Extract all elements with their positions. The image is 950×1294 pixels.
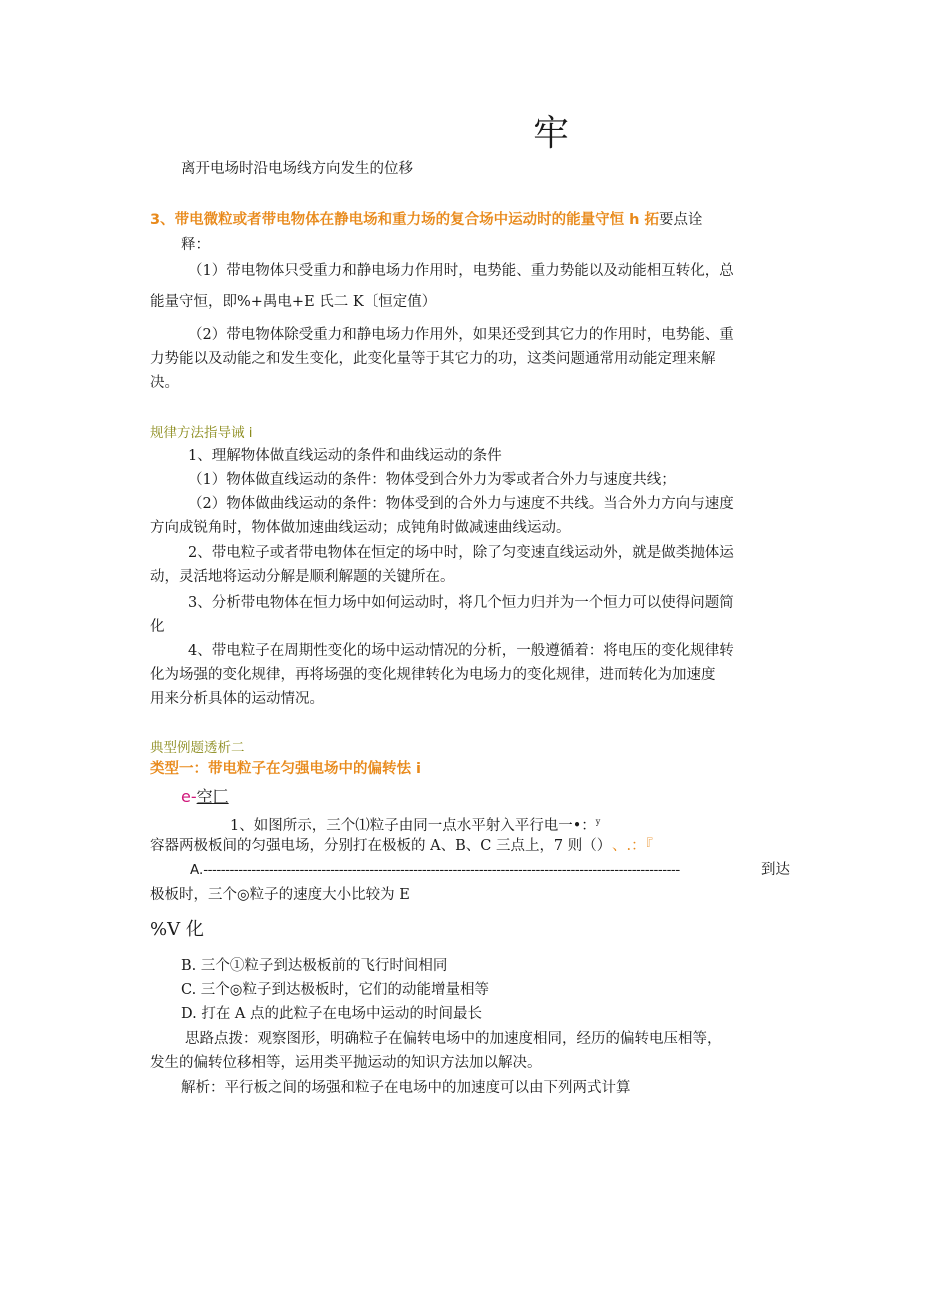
section3-heading-tail: 要点诠: [659, 212, 703, 228]
rules-line-11: 用来分析具体的运动情况。: [150, 691, 324, 707]
intro-line: 离开电场时沿电场线方向发生的位移: [181, 161, 413, 177]
type1-heading: 类型一：带电粒子在匀强电场中的偏转怯 i: [150, 761, 422, 777]
rules-line-2: （1）物体做直线运动的条件：物体受到合外力为零或者合外力与速度共线；: [188, 472, 676, 488]
question-mark-e: e-: [181, 787, 197, 806]
section3-p2-line3: 决。: [150, 375, 179, 391]
hint-line1: 思路点拨：观察图形，明确粒子在偏转电场中的加速度相同，经历的偏转电压相等，: [185, 1031, 722, 1047]
section3-p2-line1: （2）带电物体除受重力和静电场力作用外，如果还受到其它力的作用时，电势能、重: [188, 327, 734, 343]
question1-sup: y: [595, 817, 601, 826]
option-b: B. 三个①粒子到达极板前的飞行时间相同: [181, 958, 448, 974]
option-c: C. 三个◎粒子到达极板时，它们的动能增量相等: [181, 982, 489, 998]
rules-line-10: 化为场强的变化规律，再将场强的变化规律转化为电场力的变化规律，进而转化为加速度: [150, 667, 716, 683]
hint-line2: 发生的偏转位移相等，运用类平抛运动的知识方法加以解决。: [150, 1055, 542, 1071]
question1-line2-text: 容器两极板间的匀强电场，分别打在极板的 A、B、C 三点上，7 则（）: [150, 838, 605, 854]
analysis-line: 解析：平行板之间的场强和粒子在电场中的加速度可以由下列两式计算: [181, 1080, 631, 1096]
section3-p1-line1: （1）带电物体只受重力和静电场力作用时，电势能、重力势能以及动能相互转化，总: [188, 263, 734, 279]
question-mark-rest: 空匚: [196, 787, 229, 806]
question1-line1-text: 1、如图所示，三个⑴粒子由同一点水平射入平行电一•：: [230, 817, 596, 834]
section3-p2-line2: 力势能以及动能之和发生变化，此变化量等于其它力的功，这类问题通常用动能定理来解: [150, 351, 716, 367]
option-a-dashes: -------------------------------------------------------------------------------------------------------------: [203, 862, 680, 878]
formula-line: %V 化: [150, 919, 204, 940]
section3-heading: [150, 208, 703, 232]
section3-p1-line2: 能量守恒，即%+禺电+E 氏二 K〔恒定值）: [150, 294, 437, 310]
option-a-line2: 极板时，三个◎粒子的速度大小比较为 E: [150, 887, 410, 903]
rules-heading: 规律方法指导诫 i: [150, 425, 253, 441]
option-d: D. 打在 A 点的此粒子在电场中运动的时间最长: [181, 1006, 483, 1022]
section3-heading-colored: 3、带电微粒或者带电物体在静电场和重力场的复合场中运动时的能量守恒 h 拓: [150, 212, 660, 228]
question1-line2-tail: 、.：『: [612, 838, 653, 854]
rules-line-3: （2）物体做曲线运动的条件：物体受到的合外力与速度不共线。当合外力方向与速度: [188, 496, 734, 512]
header-glyph: 牢: [533, 113, 570, 154]
rules-line-1: 1、理解物体做直线运动的条件和曲线运动的条件: [188, 448, 502, 464]
option-a-prefix: A.: [190, 862, 204, 878]
rules-line-7: 3、分析带电物体在恒力场中如何运动时，将几个恒力归并为一个恒力可以使得问题简: [188, 595, 734, 611]
rules-line-4: 方向成锐角时，物体做加速曲线运动；成钝角时做减速曲线运动。: [150, 520, 571, 536]
option-a-tail: 到达: [761, 862, 790, 878]
section3-heading-line2: 释：: [181, 237, 210, 253]
rules-line-5: 2、带电粒子或者带电物体在恒定的场中时，除了匀变速直线运动外，就是做类抛体运: [188, 545, 734, 561]
question1-line2: [150, 834, 653, 858]
examples-heading: 典型例题透析二: [150, 740, 245, 756]
rules-line-9: 4、带电粒子在周期性变化的场中运动情况的分析，一般遵循着：将电压的变化规律转: [188, 643, 734, 659]
option-a-line1: [190, 859, 793, 881]
rules-line-6: 动，灵活地将运动分解是顺利解题的关键所在。: [150, 569, 455, 585]
question-mark: [181, 786, 229, 808]
rules-line-8: 化: [150, 619, 165, 635]
